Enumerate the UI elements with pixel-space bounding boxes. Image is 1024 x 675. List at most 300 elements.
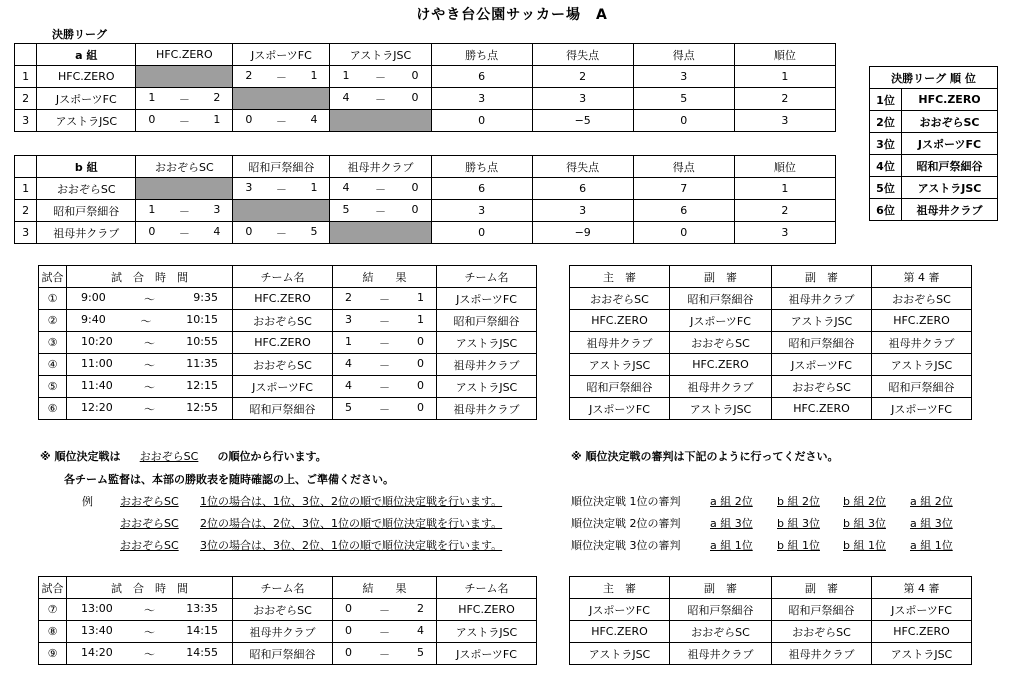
referee-team: おおぞらSC [570,288,670,310]
referee-team: JスポーツFC [872,398,972,420]
time-end: 10:15 [186,312,218,326]
match-result [333,643,437,665]
referee-header: 副 審 [772,266,872,288]
time-tilde: 〜 [144,603,155,617]
referee-team: 祖母井クラブ [772,288,872,310]
table-row [570,310,972,332]
time-tilde: 〜 [144,358,155,372]
referee-team: HFC.ZERO [772,398,872,420]
team-name: アストラJSC [37,110,136,132]
result-dash: － [379,336,390,350]
stat-goals: 5 [633,88,734,110]
result-dash: － [379,292,390,306]
referee-header: 第 4 審 [872,577,972,599]
referee-rule-cell: a 組 2位 [710,495,753,508]
table-row [570,332,972,354]
column-header: 得点 [633,156,734,178]
referee-team: 祖母井クラブ [670,643,772,665]
schedule-header-time: 試 合 時 間 [67,266,233,288]
result-dash: － [379,603,390,617]
team-name: アストラJSC [437,332,537,354]
match-number: ⑤ [39,376,67,398]
table-row [39,376,537,398]
result-s1: 0 [345,623,352,637]
column-header: 順位 [734,44,835,66]
column-header: 勝ち点 [431,44,532,66]
table-row [39,354,537,376]
score-part: 2 [213,90,221,104]
referee-header: 第 4 審 [872,266,972,288]
league-label: 決勝リーグ [52,28,107,41]
row-number: 1 [15,66,37,88]
table-row [570,376,972,398]
referee-rule-label: 順位決定戦 2位の審判 [571,517,681,530]
rank-position: 3位 [870,133,902,155]
match-time [67,332,233,354]
time-tilde: 〜 [140,314,152,328]
time-start: 13:40 [81,623,113,637]
referee-team: 昭和戸祭細谷 [670,599,772,621]
schedule-header-time: 試 合 時 間 [67,577,233,599]
time-start: 10:20 [81,334,113,348]
referee-rule-cell: b 組 2位 [843,495,886,508]
time-end: 13:35 [186,601,218,615]
rank-position: 6位 [870,199,902,221]
stat-goals: 7 [633,178,734,200]
match-number: ③ [39,332,67,354]
team-name: アストラJSC [437,621,537,643]
rank-position: 4位 [870,155,902,177]
stat-goals: 3 [633,66,734,88]
example-team: おおぞらSC [120,495,179,508]
stat-pts: 0 [431,110,532,132]
time-tilde: 〜 [144,336,155,350]
time-tilde: 〜 [144,647,155,661]
time-tilde: 〜 [144,292,155,306]
stat-pts: 6 [431,178,532,200]
page-title: けやき台公園サッカー場 A [416,7,608,23]
column-header: 勝ち点 [431,156,532,178]
score-part: 3 [213,202,221,216]
row-number: 2 [15,88,37,110]
score-part: 0 [245,224,253,238]
table-row [39,599,537,621]
stat-pts: 6 [431,66,532,88]
time-tilde: 〜 [144,402,155,416]
referee-team: おおぞらSC [772,376,872,398]
stat-diff: 2 [532,66,633,88]
table-row [39,643,537,665]
score-part: 1 [213,112,221,126]
match-result [333,376,437,398]
match-result [333,599,437,621]
referee-team: 昭和戸祭細谷 [570,376,670,398]
match-time [67,398,233,420]
match-number: ⑧ [39,621,67,643]
result-dash: － [379,647,390,661]
referee-team: アストラJSC [570,643,670,665]
blank-cell [15,44,37,66]
column-header: 祖母井クラブ [330,156,431,178]
self-match-cell [330,222,431,244]
referee-team: JスポーツFC [670,310,772,332]
referee-team: おおぞらSC [872,288,972,310]
table-row [39,621,537,643]
referee-team: 昭和戸祭細谷 [772,599,872,621]
stat-pts: 3 [431,200,532,222]
score-part: － [374,70,386,84]
match-time [67,599,233,621]
result-s1: 4 [345,356,352,370]
team-name: JスポーツFC [233,376,333,398]
match-result [333,621,437,643]
score-cell [136,110,233,132]
table-row [570,599,972,621]
table-row [870,177,998,199]
time-start: 11:40 [81,378,113,392]
score-part: 1 [148,202,156,216]
column-header: 順位 [734,156,835,178]
result-s2: 0 [417,334,424,348]
stat-diff: −5 [532,110,633,132]
group-label: b 組 [37,156,136,178]
referee-team: 祖母井クラブ [570,332,670,354]
table-row [15,66,836,88]
self-match-cell [233,88,330,110]
match-number: ⑨ [39,643,67,665]
result-s1: 0 [345,645,352,659]
group-label: a 組 [37,44,136,66]
rank-position: 1位 [870,89,902,111]
stat-pts: 3 [431,88,532,110]
score-part: 3 [245,180,253,194]
referee-team: JスポーツFC [872,599,972,621]
schedule-table-1 [38,265,537,420]
rank-team: 昭和戸祭細谷 [902,155,998,177]
score-cell [330,178,431,200]
result-dash: － [379,402,390,416]
referee-team: おおぞらSC [772,621,872,643]
schedule-header-team1: チーム名 [233,266,333,288]
referee-team: HFC.ZERO [570,621,670,643]
match-time [67,376,233,398]
self-match-cell [136,66,233,88]
team-name: アストラJSC [437,376,537,398]
score-cell [136,88,233,110]
score-part: 1 [148,90,156,104]
match-time [67,621,233,643]
referee-rule-cell: b 組 3位 [843,517,886,530]
match-number: ⑥ [39,398,67,420]
referee-rule-cell: b 組 1位 [843,539,886,552]
team-name: HFC.ZERO [233,288,333,310]
score-part: 2 [245,68,253,82]
match-result [333,310,437,332]
team-name: HFC.ZERO [233,332,333,354]
example-text: 1位の場合は、1位、3位、2位の順で順位決定戦を行います。 [200,495,503,508]
table-row [870,155,998,177]
team-name: 昭和戸祭細谷 [233,398,333,420]
score-cell [330,88,431,110]
example-label: 例 [82,495,93,508]
stat-rank: 1 [734,178,835,200]
final-rank-table [869,66,998,221]
score-part: － [275,226,287,240]
table-row [870,111,998,133]
score-cell [136,200,233,222]
result-s2: 0 [417,356,424,370]
table-row [15,178,836,200]
time-end: 11:35 [186,356,218,370]
referee-team: 昭和戸祭細谷 [872,376,972,398]
self-match-cell [330,110,431,132]
referee-team: おおぞらSC [670,332,772,354]
time-end: 14:15 [186,623,218,637]
rank-position: 5位 [870,177,902,199]
column-header: 得点 [633,44,734,66]
table-row [15,200,836,222]
blank-cell [15,156,37,178]
time-end: 14:55 [186,645,218,659]
rank-team: 祖母井クラブ [902,199,998,221]
score-part: － [374,182,386,196]
score-part: － [275,70,287,84]
team-name: HFC.ZERO [37,66,136,88]
referee-team: HFC.ZERO [872,310,972,332]
score-cell [233,110,330,132]
team-name: おおぞらSC [37,178,136,200]
stat-rank: 3 [734,110,835,132]
stat-goals: 6 [633,200,734,222]
table-row [870,89,998,111]
result-s1: 3 [345,312,352,326]
schedule-header-no: 試合 [39,577,67,599]
time-tilde: 〜 [144,380,155,394]
match-time [67,643,233,665]
stat-rank: 2 [734,88,835,110]
row-number: 2 [15,200,37,222]
row-number: 3 [15,222,37,244]
referee-header: 副 審 [772,577,872,599]
table-row [15,222,836,244]
note-left-line1: ※ 順位決定戦は おおぞらSC の順位から行います。 [40,450,327,463]
match-number: ① [39,288,67,310]
referee-rule-cell: b 組 1位 [777,539,820,552]
rank-team: おおぞらSC [902,111,998,133]
score-part: 0 [245,112,253,126]
referee-team: アストラJSC [872,354,972,376]
table-row [15,110,836,132]
referee-header: 副 審 [670,577,772,599]
self-match-cell [136,178,233,200]
team-name: JスポーツFC [437,288,537,310]
row-number: 3 [15,110,37,132]
result-dash: － [379,358,390,372]
column-header: JスポーツFC [233,44,330,66]
group-a-table [14,43,836,132]
row-number: 1 [15,178,37,200]
referee-header: 主 審 [570,577,670,599]
score-part: － [178,204,190,218]
stat-rank: 3 [734,222,835,244]
stat-diff: 3 [532,200,633,222]
result-s2: 1 [417,290,424,304]
schedule-header-result: 結 果 [333,266,437,288]
column-header: 得失点 [532,156,633,178]
example-team: おおぞらSC [120,539,179,552]
schedule-header-no: 試合 [39,266,67,288]
rank-position: 2位 [870,111,902,133]
result-s2: 0 [417,378,424,392]
score-part: 0 [148,224,156,238]
referee-team: JスポーツFC [570,599,670,621]
example-text: 2位の場合は、2位、3位、1位の順で順位決定戦を行います。 [200,517,503,530]
referee-rule-cell: b 組 3位 [777,517,820,530]
time-tilde: 〜 [144,625,155,639]
schedule-header-team2: チーム名 [437,577,537,599]
score-part: 1 [310,68,318,82]
stat-rank: 1 [734,66,835,88]
match-result [333,332,437,354]
result-s2: 2 [417,601,424,615]
score-cell [330,200,431,222]
result-s2: 4 [417,623,424,637]
referee-team: 祖母井クラブ [670,376,772,398]
result-dash: － [379,380,390,394]
referee-rule-label: 順位決定戦 1位の審判 [571,495,681,508]
example-team: おおぞらSC [120,517,179,530]
note-right-line1: ※ 順位決定戦の審判は下記のように行ってください。 [571,450,839,463]
referee-header: 主 審 [570,266,670,288]
referee-team: 昭和戸祭細谷 [772,332,872,354]
table-row [39,332,537,354]
rank-team: HFC.ZERO [902,89,998,111]
group-b-table [14,155,836,244]
stat-diff: 3 [532,88,633,110]
score-part: 0 [411,90,419,104]
team-name: 祖母井クラブ [37,222,136,244]
table-row [570,621,972,643]
referee-team: アストラJSC [670,398,772,420]
team-name: 祖母井クラブ [437,398,537,420]
final-rank-header: 決勝リーグ 順 位 [870,67,998,89]
table-row [570,643,972,665]
time-end: 12:15 [186,378,218,392]
team-name: おおぞらSC [233,599,333,621]
referee-header: 副 審 [670,266,772,288]
score-part: 1 [310,180,318,194]
stat-diff: 6 [532,178,633,200]
schedule-header-team1: チーム名 [233,577,333,599]
score-part: － [178,226,190,240]
time-start: 13:00 [81,601,113,615]
referee-team: JスポーツFC [772,354,872,376]
referee-rule-cell: a 組 1位 [710,539,753,552]
schedule-header-result: 結 果 [333,577,437,599]
result-s1: 0 [345,601,352,615]
time-end: 9:35 [193,290,218,304]
result-s2: 0 [417,400,424,414]
referee-rule-cell: a 組 2位 [910,495,953,508]
column-header: おおぞらSC [136,156,233,178]
score-part: － [178,114,190,128]
match-number: ② [39,310,67,332]
rank-team: JスポーツFC [902,133,998,155]
score-part: 0 [411,180,419,194]
match-time [67,310,233,332]
table-row [39,310,537,332]
match-result [333,398,437,420]
score-part: 4 [310,112,318,126]
referee-rule-label: 順位決定戦 3位の審判 [571,539,681,552]
stat-diff: −9 [532,222,633,244]
score-cell [136,222,233,244]
schedule-header-team2: チーム名 [437,266,537,288]
referee-rule-cell: a 組 1位 [910,539,953,552]
time-start: 9:00 [81,290,106,304]
score-part: － [275,114,287,128]
column-header: 昭和戸祭細谷 [233,156,330,178]
score-part: 0 [411,68,419,82]
result-dash: － [379,314,390,328]
time-start: 12:20 [81,400,113,414]
referee-rule-cell: a 組 3位 [710,517,753,530]
team-name: JスポーツFC [37,88,136,110]
result-dash: － [379,625,390,639]
column-header: 得失点 [532,44,633,66]
result-s1: 4 [345,378,352,392]
match-result [333,288,437,310]
referee-team: アストラJSC [872,643,972,665]
score-part: － [374,92,386,106]
time-start: 11:00 [81,356,113,370]
match-time [67,288,233,310]
time-start: 14:20 [81,645,113,659]
stat-goals: 0 [633,222,734,244]
match-number: ⑦ [39,599,67,621]
score-part: 4 [213,224,221,238]
self-match-cell [233,200,330,222]
note-team: おおぞらSC [139,450,199,463]
table-row [15,88,836,110]
score-part: 1 [342,68,350,82]
team-name: 祖母井クラブ [233,621,333,643]
stat-rank: 2 [734,200,835,222]
team-name: 昭和戸祭細谷 [233,643,333,665]
referee-table-2 [569,576,972,665]
table-row [870,133,998,155]
time-end: 12:55 [186,400,218,414]
result-s2: 5 [417,645,424,659]
result-s1: 1 [345,334,352,348]
score-cell [330,66,431,88]
table-row [870,199,998,221]
team-name: おおぞらSC [233,310,333,332]
match-result [333,354,437,376]
schedule-table-2 [38,576,537,665]
referee-rule-cell: b 組 2位 [777,495,820,508]
team-name: 昭和戸祭細谷 [437,310,537,332]
referee-team: アストラJSC [570,354,670,376]
team-name: 昭和戸祭細谷 [37,200,136,222]
referee-team: アストラJSC [772,310,872,332]
score-part: － [178,92,190,106]
referee-team: HFC.ZERO [670,354,772,376]
score-cell [233,66,330,88]
match-number: ④ [39,354,67,376]
score-part: － [275,182,287,196]
score-part: 5 [342,202,350,216]
